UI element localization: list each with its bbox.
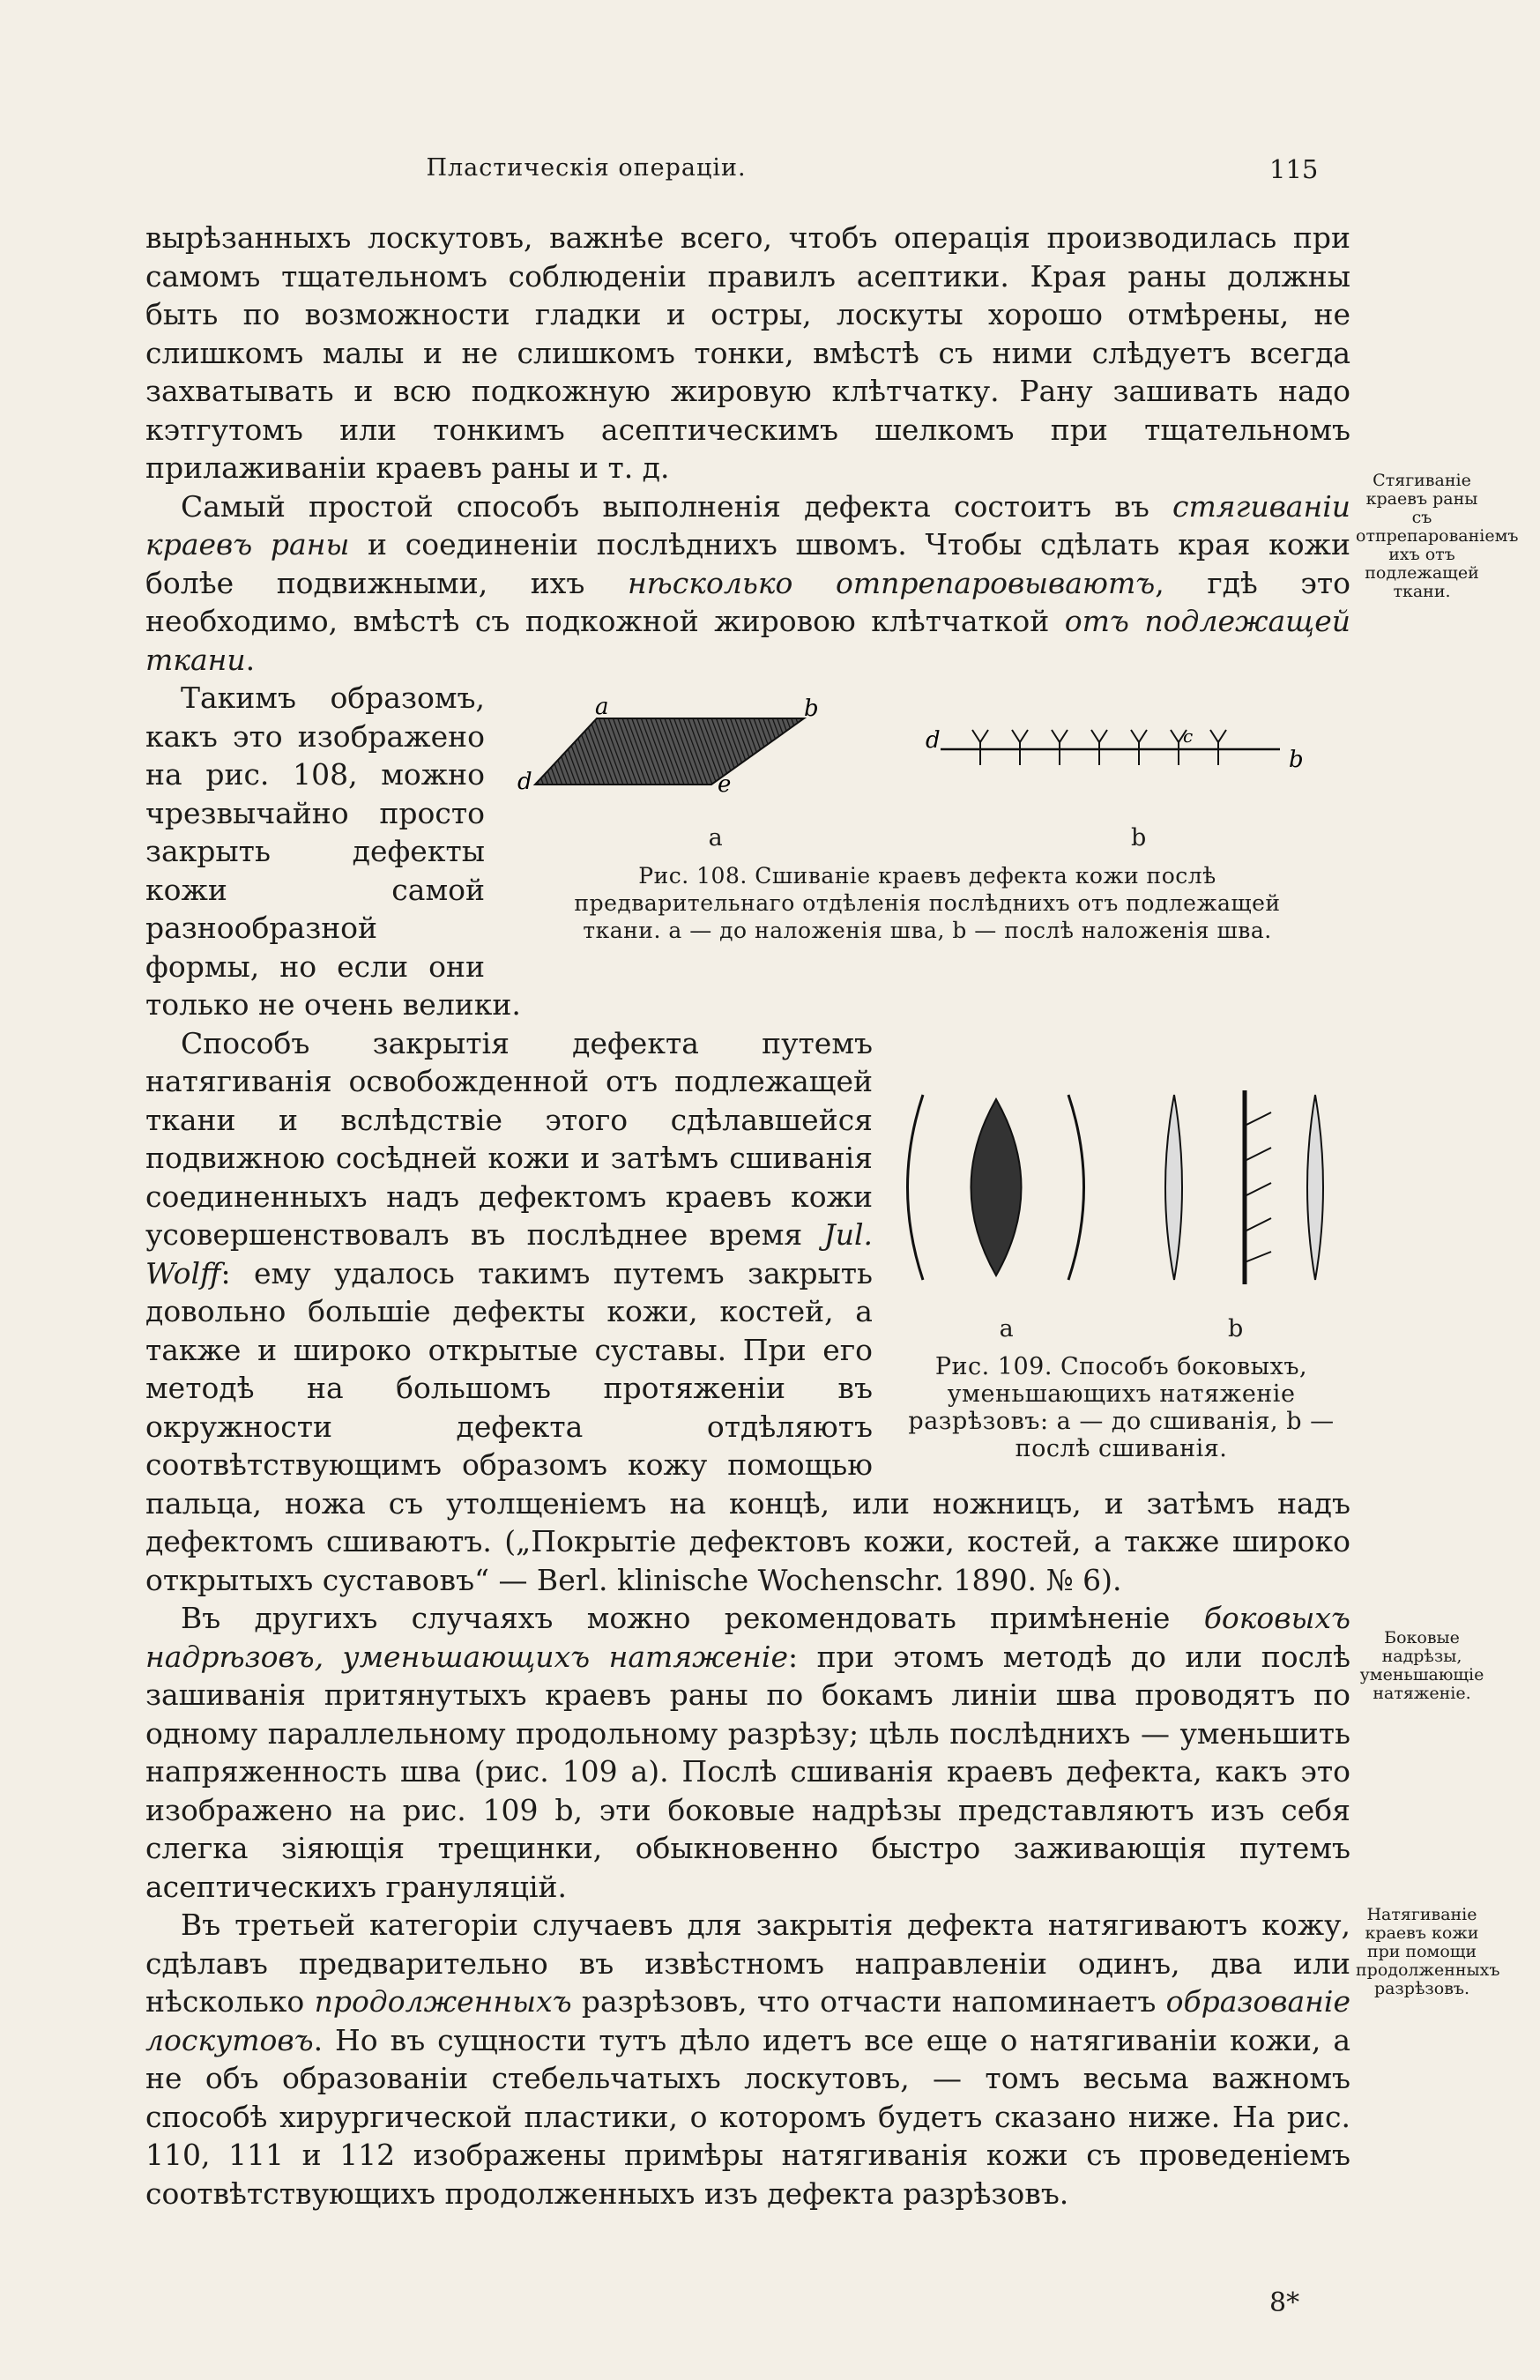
label-d: d bbox=[517, 769, 532, 795]
figure-109 bbox=[892, 1077, 1350, 1463]
label-a: a bbox=[595, 694, 609, 720]
figure-108-drawing bbox=[504, 679, 1350, 811]
italic-run: стягиваніи краевъ раны bbox=[145, 488, 1350, 562]
text-run: : при этомъ методѣ до или послѣ зашиванія притянутыхъ краевъ раны по бокамъ линіи шва проводятъ по одному параллельному продольному разрѣзу; цѣль послѣднихъ — уменьшить напряженность шва (рис. 109 a). Послѣ сшиванія краевъ дефекта, какъ это изображено на рис. 109 b, эти боковые надрѣзы представляютъ изъ себя слегка зіяющія трещинки, обыкновенно быстро заживающія путемъ асептическихъ грануляцій. bbox=[145, 1639, 1350, 1904]
text-run: . Но въ сущности тутъ дѣло идетъ все еще о натягиваніи кожи, а не объ образованіи стебельчатыхъ лоскутовъ, — томъ весьма важномъ способѣ хирургической пластики, о которомъ будетъ сказано ниже. На рис. 110, 111 и 112 изображены примѣры натягиванія кожи съ проведеніемъ соотвѣтствующихъ продолженныхъ изъ дефекта разрѣзовъ. bbox=[145, 2022, 1350, 2211]
figure-109-drawing bbox=[892, 1077, 1350, 1306]
paragraph-1: вырѣзанныхъ лоскутовъ, важнѣе всего, чтобъ операція производилась при самомъ тщательномъ соблюденіи правилъ асептики. Края раны должны быть по возможности гладки и остры, лоскуты хорошо отмѣрены, не слишкомъ малы и не слишкомъ тонки, вмѣстѣ съ ними слѣдуетъ всегда захватывать и всю подкожную жировую клѣтчатку. Рану зашивать надо кэтгутомъ или тонкимъ асептическимъ шелкомъ при тщательномъ прилаживаніи краевъ раны и т. д. bbox=[145, 220, 1350, 485]
italic-run: образованіе лоскутовъ bbox=[145, 1984, 1351, 2057]
text-run: , гдѣ это необходимо, вмѣстѣ съ подкожной жировою клѣтчаткой bbox=[145, 565, 1350, 638]
italic-run: отъ подлежащей ткани bbox=[145, 604, 1350, 677]
defect-parallelogram bbox=[535, 718, 804, 785]
stitch bbox=[1171, 730, 1187, 765]
label-c: c bbox=[1183, 725, 1194, 747]
suture-line bbox=[926, 725, 1304, 773]
margin-note-3: Натягиваніе краевъ кожи при помощи продолженныхъ разрѣзовъ. bbox=[1356, 1905, 1500, 1998]
paragraph-5 bbox=[145, 1599, 1350, 1906]
panel-b-label: b bbox=[1131, 823, 1147, 852]
signature-mark: 8* bbox=[1269, 2287, 1300, 2318]
italic-run: нѣсколько отпрепаровываютъ bbox=[627, 565, 1156, 600]
lenticular-defect bbox=[971, 1099, 1022, 1276]
stitch bbox=[972, 730, 988, 765]
italic-run: Jul. Wolff bbox=[145, 1217, 873, 1290]
paragraph-3: Такимъ образомъ, какъ это изображено на рис. 108, можно чрезвычайно просто закрыть дефекты кожи самой разнообразной формы, но если они только не очень велики. bbox=[145, 681, 521, 1022]
stitch bbox=[1131, 730, 1147, 765]
text-run: Въ третьей категоріи случаевъ для закрытія дефекта натягиваютъ кожу, сдѣлавъ предварительно въ извѣстномъ направленіи одинъ, два или нѣсколько bbox=[145, 1908, 1350, 2019]
label-b: b bbox=[804, 695, 819, 722]
italic-run: боковыхъ надрѣзовъ, уменьшающихъ натяженіе bbox=[145, 1601, 1350, 1674]
text-run: . bbox=[245, 642, 256, 677]
margin-note-2: Боковые надрѣзы, уменьшающіе натяженіе. bbox=[1359, 1628, 1484, 1703]
paragraph-4 bbox=[145, 1024, 1350, 1600]
paragraph-2 bbox=[145, 487, 1350, 680]
figure-108-caption: Рис. 108. Сшиваніе краевъ дефекта кожи послѣ предварительнаго отдѣленія послѣднихъ отъ подлежащей ткани. a — до наложенія шва, b — послѣ наложенія шва. bbox=[574, 863, 1281, 943]
main-text bbox=[145, 219, 1350, 2213]
margin-note-1: Стягиваніе краевъ раны съ отпрепарованіемъ ихъ отъ подлежащей ткани. bbox=[1356, 471, 1519, 601]
label-e: e bbox=[718, 771, 732, 798]
figure-108-panel-labels bbox=[504, 819, 1350, 858]
text-run: : ему удалось такимъ путемъ закрыть довольно большіе дефекты кожи, костей, а также и широко открытые суставы. При его методѣ на большомъ протяженіи въ окружности дефекта отдѣляютъ соотвѣтствующимъ образомъ кожу помощью пальца, ножа съ утолщеніемъ на концѣ, или ножницъ, и затѣмъ надъ дефектомъ сшиваютъ. („Покрытіе дефектовъ кожи, костей, а также широко открытыхъ суставовъ“ — Berl. klinische Wochenschr. 1890. № 6). bbox=[145, 1255, 1350, 1597]
figure-109-panel-labels bbox=[892, 1310, 1350, 1349]
figure-109-caption: Рис. 109. Способъ боковыхъ, уменьшающихъ натяженіе разрѣзовъ: a — до сшиванія, b — послѣ сшиванія. bbox=[908, 1353, 1335, 1462]
text-run: и соединеніи послѣднихъ швомъ. Чтобы сдѣлать края кожи болѣе подвижными, ихъ bbox=[145, 527, 1350, 600]
text-run: Въ другихъ случаяхъ можно рекомендовать примѣненіе bbox=[181, 1601, 1204, 1635]
panel-a-label: a bbox=[999, 1314, 1014, 1342]
running-header: Пластическія операціи. bbox=[426, 154, 747, 182]
text-run: Способъ закрытія дефекта путемъ натягиванія освобожденной отъ подлежащей ткани и вслѣдствіе этого сдѣлавшейся подвижною сосѣдней кожи и затѣмъ сшиванія соединенныхъ надъ дефектомъ краевъ кожи усовершенствовалъ въ послѣднее время bbox=[145, 1025, 873, 1252]
stitch bbox=[1210, 730, 1226, 765]
text-run: разрѣзовъ, что отчасти напоминаетъ bbox=[571, 1984, 1166, 2019]
text-run: Самый простой способъ выполненія дефекта состоитъ въ bbox=[181, 488, 1173, 524]
stitch bbox=[1012, 730, 1028, 765]
page-number: 115 bbox=[1269, 154, 1319, 184]
figure-108 bbox=[504, 679, 1350, 944]
label-d2: d bbox=[926, 727, 941, 754]
label-b2: b bbox=[1289, 747, 1304, 773]
stitch bbox=[1091, 730, 1107, 765]
panel-b-label: b bbox=[1228, 1314, 1244, 1342]
panel-a-label: a bbox=[708, 823, 723, 852]
stitch bbox=[1052, 730, 1068, 765]
italic-run: продолженныхъ bbox=[314, 1984, 572, 2019]
paragraph-6 bbox=[145, 1906, 1350, 2213]
